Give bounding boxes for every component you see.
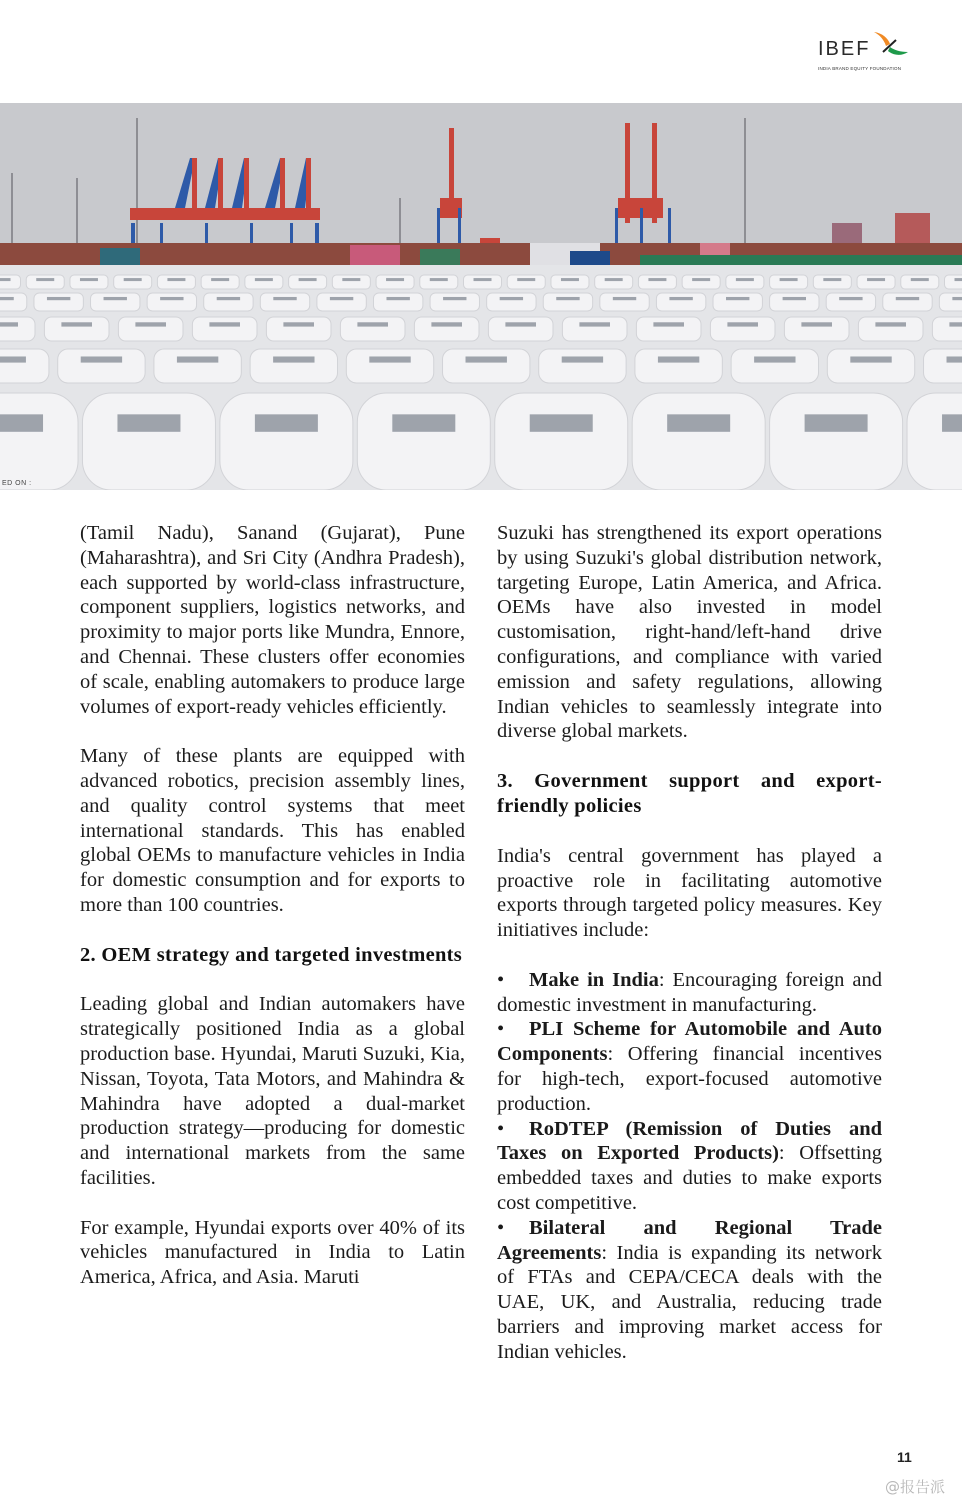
- covered-car: [507, 275, 545, 289]
- covered-car: [414, 317, 479, 341]
- heading-oem-strategy: 2. OEM strategy and targeted investments: [80, 943, 463, 966]
- car-window: [0, 278, 11, 281]
- covered-car: [26, 275, 64, 289]
- covered-car: [260, 293, 309, 311]
- car-window: [667, 414, 730, 431]
- covered-car: [713, 293, 762, 311]
- car-window: [896, 297, 919, 300]
- car-window: [653, 322, 684, 326]
- hero-photo-car-port: [0, 103, 962, 490]
- covered-car: [0, 293, 27, 311]
- covered-car: [656, 293, 705, 311]
- covered-car: [543, 293, 592, 311]
- car-window: [949, 322, 962, 326]
- covered-car: [907, 393, 962, 490]
- car-window: [342, 278, 360, 281]
- covered-car: [373, 293, 422, 311]
- car-window: [80, 278, 98, 281]
- covered-car: [204, 293, 253, 311]
- car-window: [443, 297, 466, 300]
- car-window: [124, 278, 142, 281]
- heading-government-support: 3. Government support and export-friendly policies: [497, 769, 882, 817]
- initiatives-list: [497, 968, 882, 1365]
- covered-car: [44, 317, 109, 341]
- paragraph-hyundai-example: For example, Hyundai exports over 40% of its vehicles manufactured in India to Latin America, Africa, and Asia. Maruti: [80, 1216, 465, 1289]
- car-window: [217, 297, 240, 300]
- car-window: [357, 322, 388, 326]
- covered-car: [430, 293, 479, 311]
- initiative-title: RoDTEP (Remission of Duties and Taxes on Exported Products): [497, 1117, 882, 1165]
- car-window: [726, 297, 749, 300]
- bullet-icon: •: [497, 1018, 505, 1041]
- covered-car: [376, 275, 414, 289]
- bullet-icon: •: [497, 1117, 505, 1140]
- car-window: [875, 322, 906, 326]
- car-window: [255, 278, 273, 281]
- covered-car: [770, 393, 903, 490]
- initiative-title: Bilateral and Regional Trade Agreements: [497, 1216, 882, 1264]
- covered-car: [340, 317, 405, 341]
- car-window: [81, 356, 122, 362]
- covered-car: [289, 275, 327, 289]
- car-window: [605, 278, 623, 281]
- car-window: [104, 297, 127, 300]
- car-window: [135, 322, 166, 326]
- covered-car: [91, 293, 140, 311]
- covered-car: [784, 317, 849, 341]
- car-window: [648, 278, 666, 281]
- initiative-text: : Offsetting embedded taxes and duties to make exports cost competitive.: [497, 1142, 882, 1214]
- covered-car: [488, 317, 553, 341]
- logo-subtitle: INDIA BRAND EQUITY FOUNDATION: [818, 66, 902, 71]
- paragraph-plants: Many of these plants are equipped with advanced robotics, precision assembly lines, and quality control systems that meet international standards. This has enabled global OEMs to manufacture vehicles in India for domestic consumption and for exports to more than 100 countries.: [80, 745, 465, 916]
- covered-car: [114, 275, 152, 289]
- car-window: [727, 322, 758, 326]
- car-window: [500, 297, 523, 300]
- covered-car: [826, 293, 875, 311]
- covered-car: [551, 275, 589, 289]
- initiative-item: [497, 1017, 882, 1116]
- car-window: [0, 356, 26, 362]
- logo-text: IBEF: [818, 38, 871, 60]
- car-window: [386, 297, 409, 300]
- covered-car: [857, 275, 895, 289]
- car-window: [330, 297, 353, 300]
- car-window: [736, 278, 754, 281]
- covered-car: [539, 349, 626, 383]
- car-window: [867, 278, 885, 281]
- covered-car: [266, 317, 331, 341]
- car-window: [392, 414, 455, 431]
- covered-car: [443, 349, 530, 383]
- car-window: [613, 297, 636, 300]
- bird-logo-icon: [870, 30, 910, 60]
- paragraph-automakers: Leading global and Indian automakers have strategically positioned India as a global production base. Hyundai, Maruti Suzuki, Kia, Nissan, Toyota, Tata Motors, and Mahindra & Mahindra have adopted a dual-market production strategy—producing for domestic and international markets from the same facilities.: [80, 993, 465, 1189]
- car-window: [754, 356, 795, 362]
- covered-car: [883, 293, 932, 311]
- car-window: [805, 414, 868, 431]
- car-window: [36, 278, 54, 281]
- initiative-text: : India is expanding its network of FTAs and CEPA/CECA deals with the UAE, UK, and Australia, reducing trade barriers and improving market access for Indian vehicles.: [497, 1241, 882, 1363]
- car-window: [211, 278, 229, 281]
- covered-car: [770, 293, 819, 311]
- covered-car: [34, 293, 83, 311]
- covered-car: [346, 349, 433, 383]
- car-window: [255, 414, 318, 431]
- car-window: [386, 278, 404, 281]
- car-window: [0, 297, 14, 300]
- covered-car: [157, 275, 195, 289]
- car-window: [556, 297, 579, 300]
- car-window: [369, 356, 410, 362]
- car-window: [177, 356, 218, 362]
- initiative-item: [497, 968, 882, 1018]
- car-window: [431, 322, 462, 326]
- covered-car: [636, 317, 701, 341]
- covered-car: [0, 275, 21, 289]
- page-number: 11: [897, 1449, 912, 1465]
- car-window: [783, 297, 806, 300]
- car-window: [273, 297, 296, 300]
- car-window: [505, 322, 536, 326]
- car-window: [850, 356, 891, 362]
- car-window: [658, 356, 699, 362]
- car-window: [947, 356, 962, 362]
- covered-car: [357, 393, 490, 490]
- initiative-item: [497, 1117, 882, 1216]
- covered-car: [726, 275, 764, 289]
- car-window: [579, 322, 610, 326]
- covered-car: [317, 293, 366, 311]
- covered-car: [945, 275, 962, 289]
- covered-car: [562, 317, 627, 341]
- paragraph-central-government: India's central government has played a proactive role in facilitating automotive exports through targeted policy measures. Key initiatives include:: [497, 844, 882, 942]
- covered-car: [635, 349, 722, 383]
- covered-car: [192, 317, 257, 341]
- initiative-item: [497, 1216, 882, 1365]
- covered-car: [250, 349, 337, 383]
- covered-car: [0, 349, 49, 383]
- car-window: [273, 356, 314, 362]
- car-window: [692, 278, 710, 281]
- covered-car: [638, 275, 676, 289]
- covered-car: [901, 275, 939, 289]
- car-window: [167, 278, 185, 281]
- car-window: [517, 278, 535, 281]
- car-window: [839, 297, 862, 300]
- car-window: [562, 356, 603, 362]
- initiative-text: : Offering financial incentives for high-tech, export-focused automotive production.: [497, 1043, 882, 1115]
- covered-car: [332, 275, 370, 289]
- paragraph-clusters: (Tamil Nadu), Sanand (Gujarat), Pune (Maharashtra), and Sri City (Andhra Pradesh), each supported by world-class infrastructure, component suppliers, logistics networks, and proximity to major ports like Mundra, Ennore, and Chennai. These clusters offer economies of scale, enabling automakers to produce large volumes of export-ready vehicles efficiently.: [80, 522, 465, 718]
- car-window: [474, 278, 492, 281]
- covered-car: [70, 275, 108, 289]
- car-window: [160, 297, 183, 300]
- covered-car: [827, 349, 914, 383]
- car-window: [117, 414, 180, 431]
- covered-car: [682, 275, 720, 289]
- car-window: [466, 356, 507, 362]
- paragraph-suzuki: Suzuki has strengthened its export operations by using Suzuki's global distribution network, targeting Europe, Latin America, and Africa. OEMs have also invested in model customisation, right-hand/left-hand drive configurations, and compliance with varied emission and safety regulations, allowing Indian vehicles to seamlessly integrate into diverse global markets.: [497, 522, 882, 743]
- covered-car: [0, 317, 35, 341]
- covered-car: [201, 275, 239, 289]
- covered-car: [58, 349, 145, 383]
- car-window: [952, 297, 962, 300]
- covered-car: [464, 275, 502, 289]
- covered-car: [420, 275, 458, 289]
- covered-car: [495, 393, 628, 490]
- car-window: [299, 278, 317, 281]
- car-window: [955, 278, 962, 281]
- covered-car: [731, 349, 818, 383]
- covered-car: [710, 317, 775, 341]
- covered-car: [813, 275, 851, 289]
- right-column: [497, 521, 882, 1365]
- covered-car: [939, 293, 962, 311]
- car-window: [283, 322, 314, 326]
- covered-car: [154, 349, 241, 383]
- covered-car: [595, 275, 633, 289]
- covered-car: [245, 275, 283, 289]
- ibef-logo: [818, 30, 910, 74]
- covered-car: [858, 317, 923, 341]
- covered-car: [632, 393, 765, 490]
- car-window: [430, 278, 448, 281]
- car-window: [530, 414, 593, 431]
- car-window: [823, 278, 841, 281]
- port-scene-illustration: [0, 103, 962, 490]
- covered-car: [147, 293, 196, 311]
- car-window: [0, 414, 43, 431]
- car-window: [209, 322, 240, 326]
- bullet-icon: •: [497, 968, 505, 991]
- car-window: [801, 322, 832, 326]
- covered-car: [924, 349, 962, 383]
- covered-car: [600, 293, 649, 311]
- covered-car: [220, 393, 353, 490]
- initiative-title: Make in India: [529, 968, 659, 991]
- bullet-icon: •: [497, 1216, 505, 1239]
- covered-car: [0, 393, 78, 490]
- covered-car: [770, 275, 808, 289]
- left-column: [80, 521, 465, 1290]
- car-window: [942, 414, 962, 431]
- car-window: [669, 297, 692, 300]
- initiative-title: PLI Scheme for Automobile and Auto Components: [497, 1018, 882, 1066]
- covered-car: [487, 293, 536, 311]
- car-window: [47, 297, 70, 300]
- car-window: [561, 278, 579, 281]
- initiative-text: : Encouraging foreign and domestic investment in manufacturing.: [497, 968, 882, 1016]
- car-window: [780, 278, 798, 281]
- car-window: [911, 278, 929, 281]
- car-window: [0, 322, 18, 326]
- covered-car: [932, 317, 962, 341]
- covered-car: [82, 393, 215, 490]
- photo-credit: ED ON :: [2, 480, 32, 487]
- covered-car: [118, 317, 183, 341]
- watermark: @报告派: [885, 1478, 946, 1496]
- car-window: [61, 322, 92, 326]
